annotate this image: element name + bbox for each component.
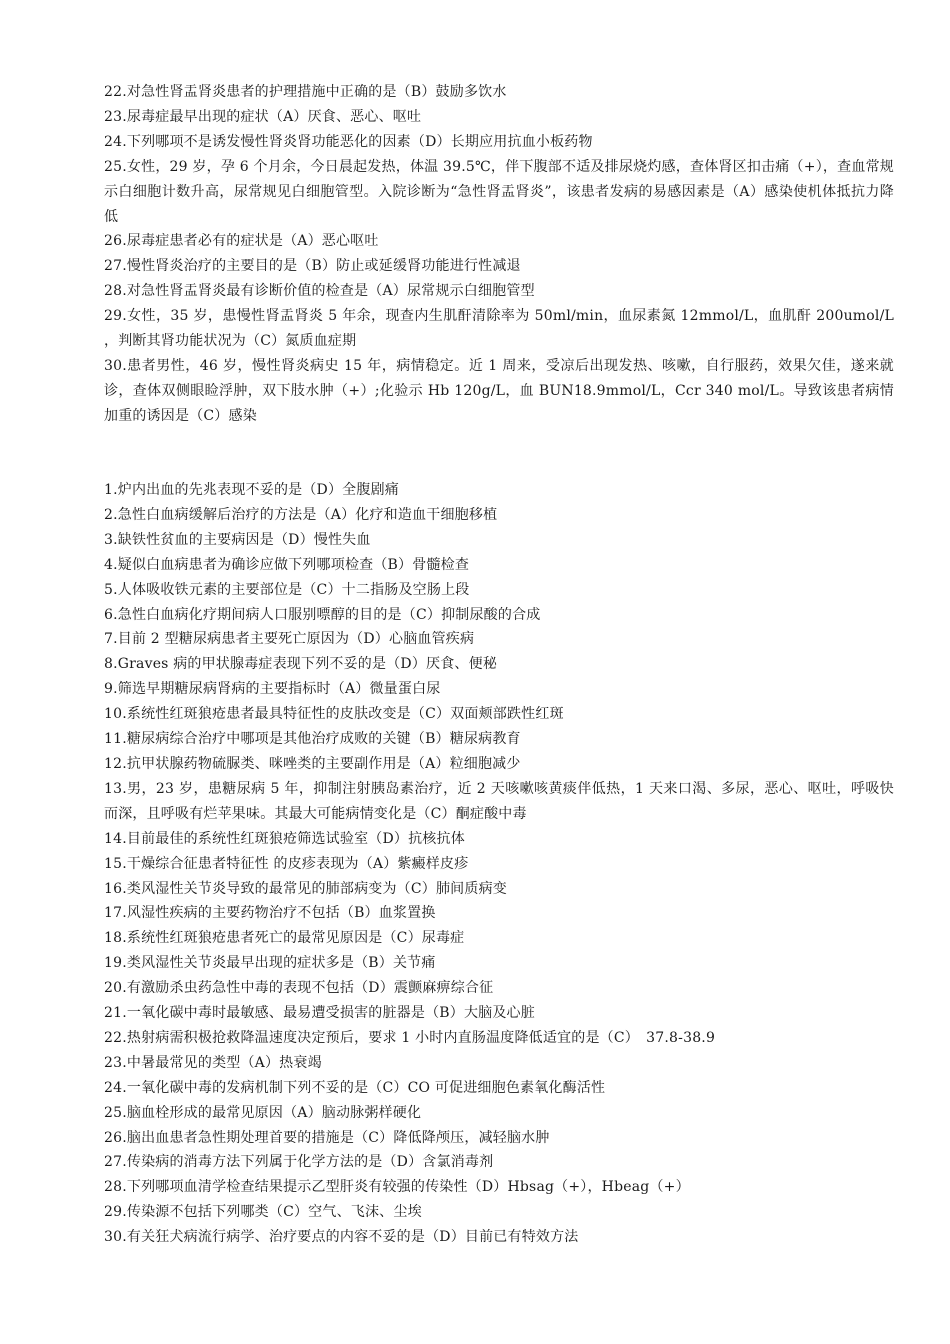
question-item: 14.目前最佳的系统性红斑狼疮筛选试验室（D）抗核抗体 [104, 830, 465, 847]
question-item: 28.下列哪项血清学检查结果提示乙型肝炎有较强的传染性（D）Hbsag（+），Hbeag（+） [104, 1179, 690, 1196]
question-item: 8.Graves 病的甲状腺毒症表现下列不妥的是（D）厌食、便秘 [104, 656, 498, 673]
question-item: 11.糖尿病综合治疗中哪项是其他治疗成败的关键（B）糖尿病教育 [104, 731, 521, 748]
question-item: 26.尿毒症患者必有的症状是（A）恶心呕吐 [104, 233, 379, 250]
question-item: 23.中暑最常见的类型（A）热衰竭 [104, 1054, 322, 1071]
question-section-2 [104, 478, 894, 1250]
question-item: 24.一氧化碳中毒的发病机制下列不妥的是（C）CO 可促进细胞色素氧化酶活性 [104, 1079, 606, 1096]
question-item: 25.女性，29 岁，孕 6 个月余，今日晨起发热，体温 39.5℃，伴下腹部不适及排尿烧灼感，查体肾区扣击痛（+），查血常规示白细胞计数升高，尿常规见白细胞管型。入院诊断为“急性肾盂肾炎”，该患者发病的易感因素是（A）感染使机体抵抗力降低 [104, 158, 894, 225]
question-item: 19.类风湿性关节炎最早出现的症状多是（B）关节痛 [104, 955, 436, 972]
question-item: 17.风湿性疾病的主要药物治疗不包括（B）血浆置换 [104, 905, 436, 922]
question-item: 24.下列哪项不是诱发慢性肾炎肾功能恶化的因素（D）长期应用抗血小板药物 [104, 133, 593, 150]
question-item: 12.抗甲状腺药物硫脲类、咪唑类的主要副作用是（A）粒细胞减少 [104, 755, 521, 772]
question-item: 4.疑似白血病患者为确诊应做下列哪项检查（B）骨髓检查 [104, 556, 470, 573]
question-item: 5.人体吸收铁元素的主要部位是（C）十二指肠及空肠上段 [104, 581, 470, 598]
question-section-1 [104, 80, 894, 429]
question-item: 21.一氧化碳中毒时最敏感、最易遭受损害的脏器是（B）大脑及心脏 [104, 1005, 535, 1022]
question-item: 1.炉内出血的先兆表现不妥的是（D）全腹剧痛 [104, 482, 399, 498]
question-item: 2.急性白血病缓解后治疗的方法是（A）化疗和造血干细胞移植 [104, 506, 498, 523]
question-item: 26.脑出血患者急性期处理首要的措施是（C）降低降颅压，减轻脑水肿 [104, 1129, 550, 1146]
question-item: 16.类风湿性关节炎导致的最常见的肺部病变为（C）肺间质病变 [104, 880, 507, 897]
question-item: 10.系统性红斑狼疮患者最具特征性的皮肤改变是（C）双面颊部跌性红斑 [104, 706, 564, 723]
question-item: 22.热射病需积极抢救降温速度决定预后，要求 1 小时内直肠温度降低适宜的是（C） 37.8-38.9 [104, 1029, 716, 1046]
question-item: 29.女性，35 岁，患慢性肾盂肾炎 5 年余，现查内生肌酐清除率为 50ml/min，血尿素氮 12mmol/L，血肌酐 200umol/L ，判断其肾功能状况为（C）氮质血症期 [104, 308, 894, 350]
question-item: 22.对急性肾盂肾炎患者的护理措施中正确的是（B）鼓励多饮水 [104, 84, 507, 100]
question-item: 18.系统性红斑狼疮患者死亡的最常见原因是（C）尿毒症 [104, 930, 465, 947]
question-item: 30.患者男性，46 岁，慢性肾炎病史 15 年，病情稳定。近 1 周来，受凉后出现发热、咳嗽，自行服药，效果欠佳，遂来就诊，查体双侧眼睑浮肿，双下肢水肿（+）;化验示 Hb 120g/L，血 BUN18.9mmol/L，Ccr 340 mol/L。导致该患者病情加重的诱因是（C）感染 [104, 357, 894, 424]
question-item: 15.干燥综合征患者特征性 的皮疹表现为（A）紫癜样皮疹 [104, 855, 469, 872]
question-item: 28.对急性肾盂肾炎最有诊断价值的检查是（A）尿常规示白细胞管型 [104, 283, 535, 300]
question-item: 27.传染病的消毒方法下列属于化学方法的是（D）含氯消毒剂 [104, 1154, 494, 1171]
question-item: 7.目前 2 型糖尿病患者主要死亡原因为（D）心脑血管疾病 [104, 631, 475, 648]
question-item: 20.有激励杀虫药急性中毒的表现不包括（D）震颤麻痹综合征 [104, 980, 494, 997]
question-item: 29.传染源不包括下列哪类（C）空气、飞沫、尘埃 [104, 1204, 422, 1221]
question-item: 25.脑血栓形成的最常见原因（A）脑动脉粥样硬化 [104, 1104, 422, 1121]
question-item: 23.尿毒症最早出现的症状（A）厌食、恶心、呕吐 [104, 108, 422, 125]
question-item: 9.筛选早期糖尿病肾病的主要指标时（A）微量蛋白尿 [104, 681, 441, 698]
question-item: 3.缺铁性贫血的主要病因是（D）慢性失血 [104, 531, 371, 548]
question-item: 27.慢性肾炎治疗的主要目的是（B）防止或延缓肾功能进行性减退 [104, 258, 521, 275]
question-item: 6.急性白血病化疗期间病人口服别嘌醇的目的是（C）抑制尿酸的合成 [104, 606, 541, 623]
question-item: 13.男，23 岁，患糖尿病 5 年，抑制注射胰岛素治疗，近 2 天咳嗽咳黄痰伴低热，1 天来口渴、多尿，恶心、呕吐，呼吸快而深，且呼吸有烂苹果味。其最大可能病情变化是（C）酮症酸中毒 [104, 780, 894, 822]
question-item: 30.有关狂犬病流行病学、治疗要点的内容不妥的是（D）目前已有特效方法 [104, 1229, 579, 1246]
